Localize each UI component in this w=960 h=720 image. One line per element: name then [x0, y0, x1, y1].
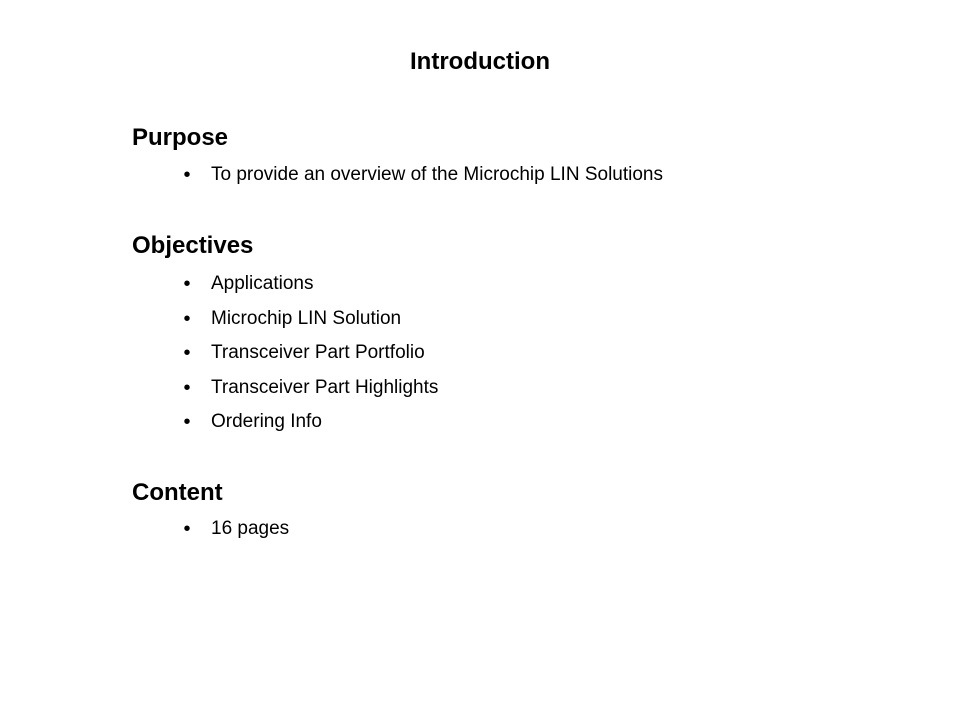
bullet-icon: •: [183, 164, 191, 186]
slide-title: Introduction: [410, 48, 550, 75]
bullet-text: Ordering Info: [211, 411, 322, 432]
bullet-text: Transceiver Part Portfolio: [211, 342, 425, 363]
bullet-icon: •: [183, 273, 191, 295]
bullet-icon: •: [183, 518, 191, 540]
bullet-text: 16 pages: [211, 518, 290, 539]
content-heading: Content: [132, 479, 223, 506]
bullet-text: Microchip LIN Solution: [211, 307, 402, 329]
bullet-icon: •: [183, 307, 191, 330]
bullet-icon: •: [183, 342, 191, 364]
objectives-heading: Objectives: [132, 232, 254, 259]
bullet-icon: •: [183, 411, 191, 433]
purpose-heading: Purpose: [132, 124, 229, 151]
bullet-text: Applications: [211, 273, 314, 294]
bullet-text: Transceiver Part Highlights: [211, 376, 439, 398]
bullet-icon: •: [183, 376, 191, 399]
bullet-text: To provide an overview of the Microchip LIN Solutions: [211, 164, 664, 185]
